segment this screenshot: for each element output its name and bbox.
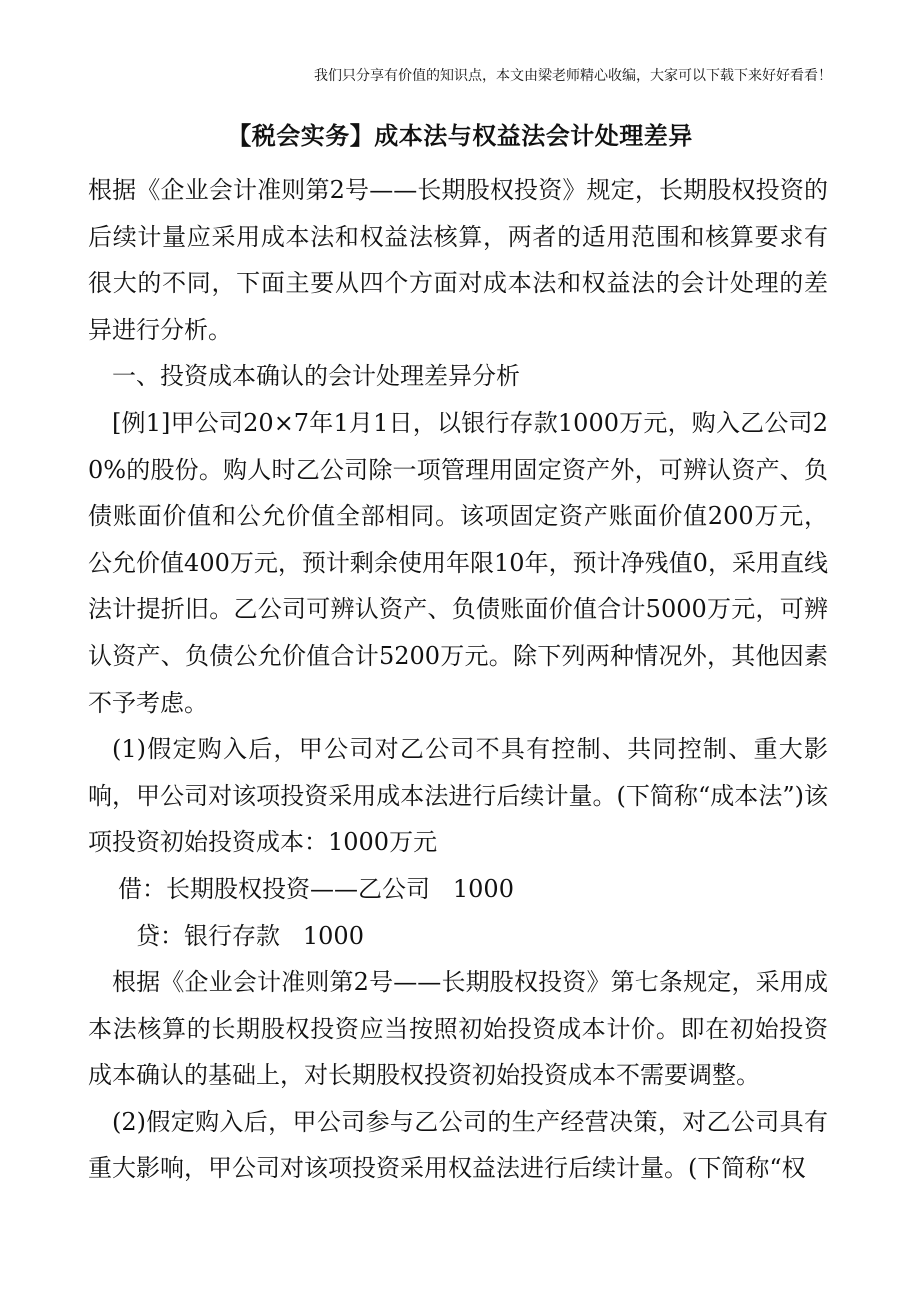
journal-entry-credit: 贷：银行存款 1000 <box>136 921 364 950</box>
paragraph-example-1: [例1]甲公司20×7年1月1日，以银行存款1000万元，购入乙公司20%的股份。购人时乙公司除一项管理用固定资产外，可辨认资产、负债账面价值和公允价值全部相同。该项固定资产账面价值200万元，公允价值400万元，预计剩余使用年限10年，预计净残值0，采用直线法计提折旧。乙公司可辨认资产、负债账面价值合计5000万元，可辨认资产、负债公允价值合计5200万元。除下列两种情况外，其他因素不予考虑。 <box>88 408 828 717</box>
paragraph-case-2: (2)假定购入后，甲公司参与乙公司的生产经营决策，对乙公司具有重大影响，甲公司对该项投资采用权益法进行后续计量。(下简称“权 <box>88 1107 828 1183</box>
paragraph-case-1: (1)假定购入后，甲公司对乙公司不具有控制、共同控制、重大影响，甲公司对该项投资采用成本法进行后续计量。(下简称“成本法”)该项投资初始投资成本：1000万元 <box>88 735 828 857</box>
document-title: 【税会实务】成本法与权益法会计处理差异 <box>227 121 693 150</box>
document-body <box>88 167 828 1192</box>
section-heading-1: 一、投资成本确认的会计处理差异分析 <box>112 362 520 391</box>
journal-entry-debit: 借：长期股权投资——乙公司 1000 <box>118 874 514 903</box>
paragraph-intro: 根据《企业会计准则第2号——长期股权投资》规定，长期股权投资的后续计量应采用成本法和权益法核算，两者的适用范围和核算要求有很大的不同，下面主要从四个方面对成本法和权益法的会计处理的差异进行分析。 <box>88 176 828 344</box>
header-note: 我们只分享有价值的知识点，本文由梁老师精心收编，大家可以下载下来好好看看！ <box>314 68 832 84</box>
paragraph-rule-7: 根据《企业会计准则第2号——长期股权投资》第七条规定，采用成本法核算的长期股权投资应当按照初始投资成本计价。即在初始投资成本确认的基础上，对长期股权投资初始投资成本不需要调整。 <box>88 968 828 1090</box>
